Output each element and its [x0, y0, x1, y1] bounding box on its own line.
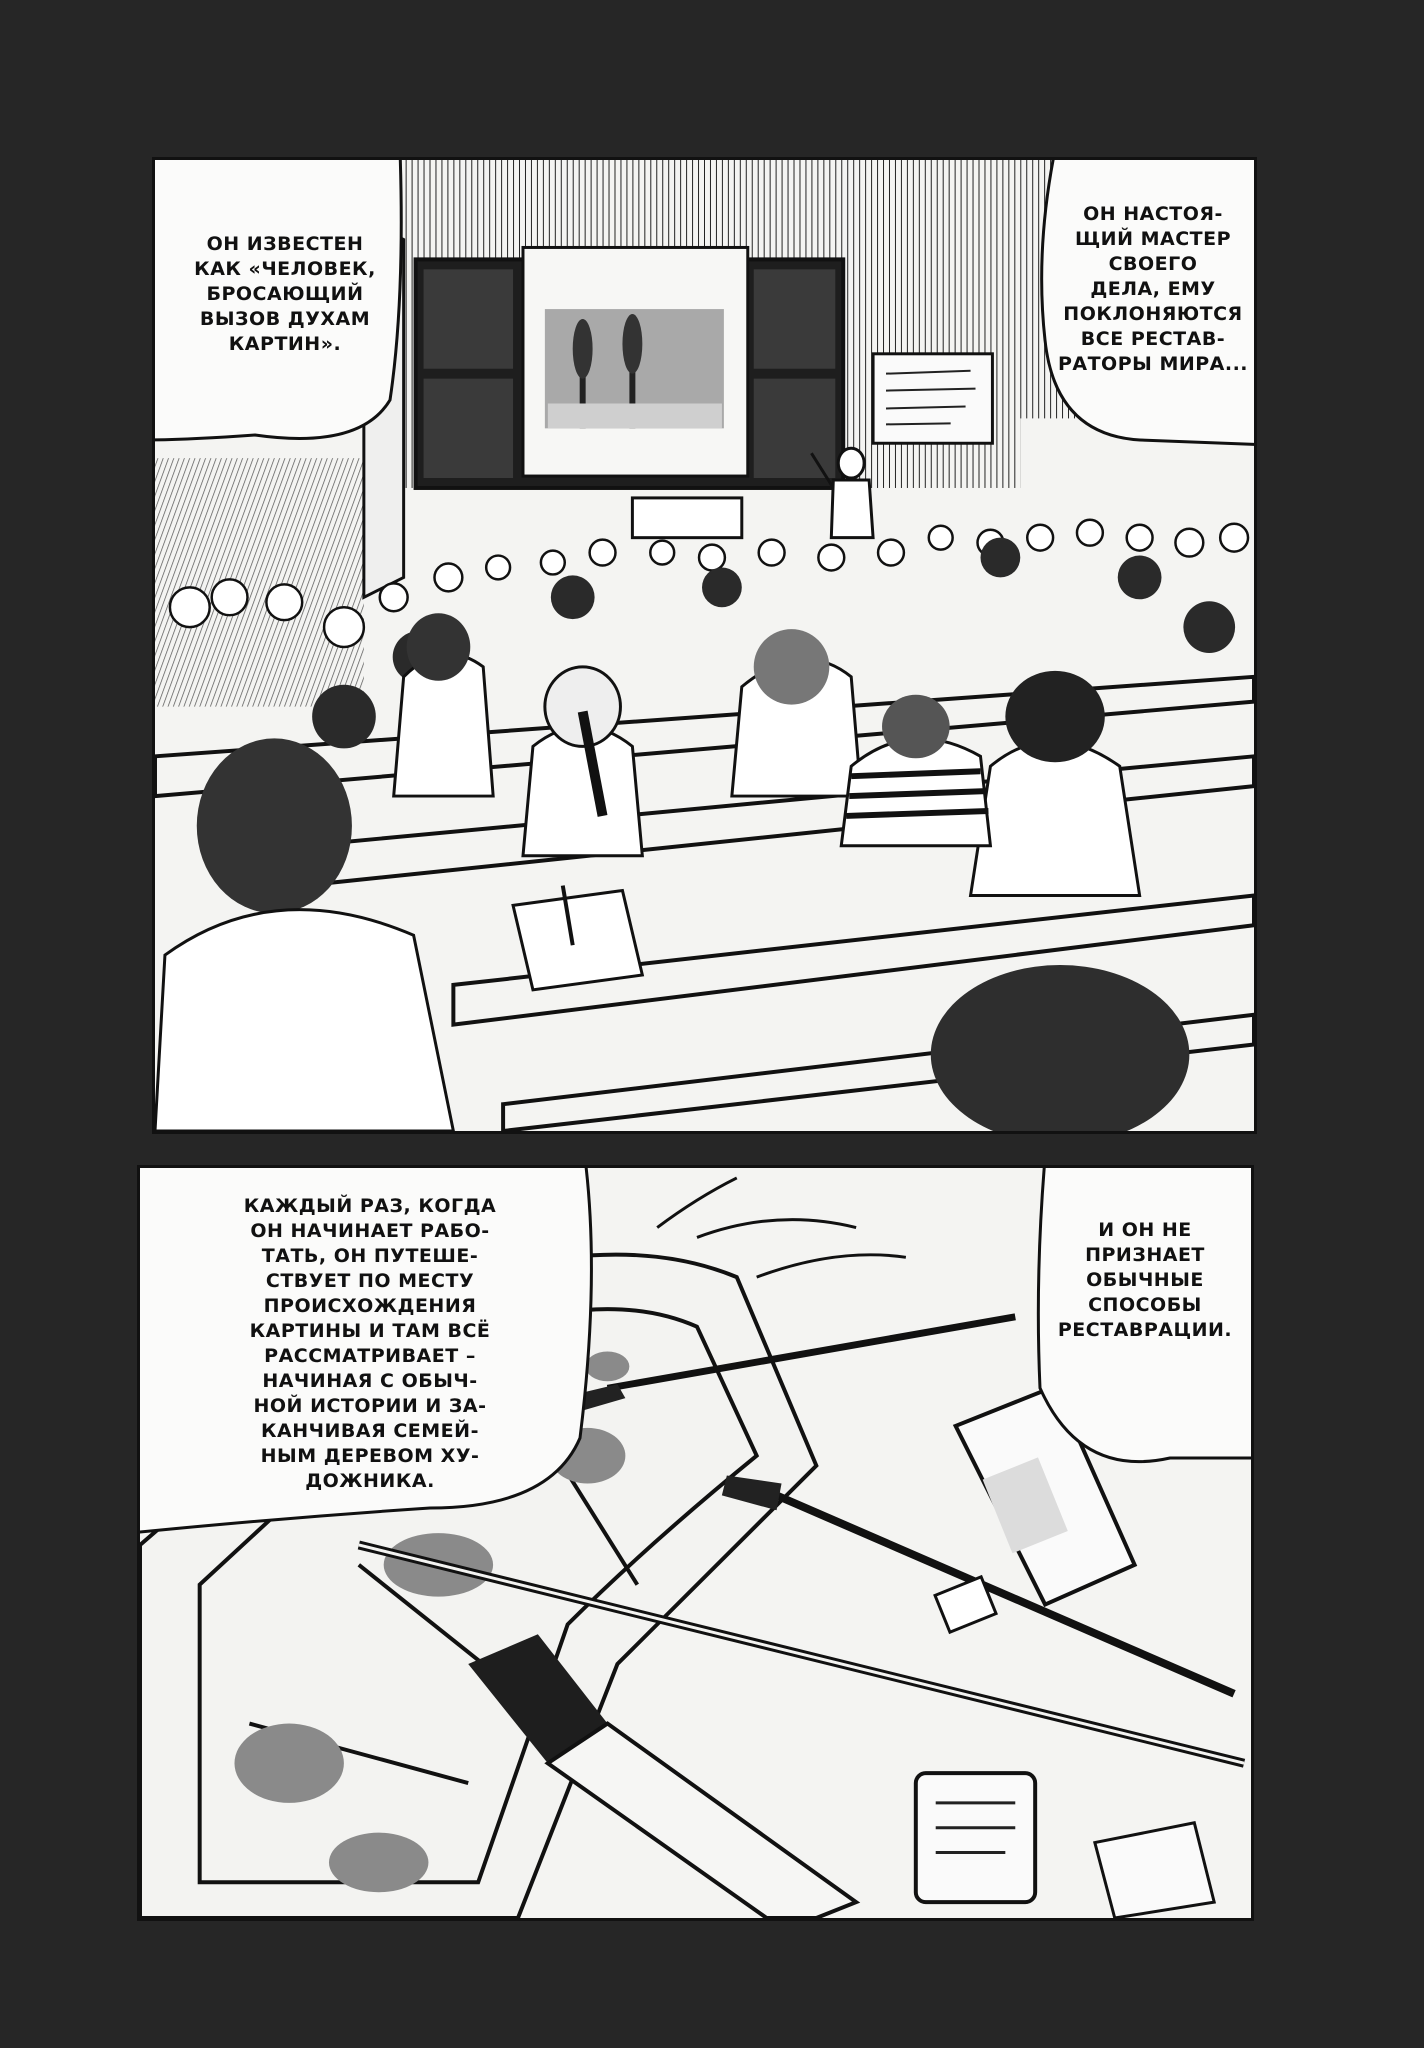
- caption-true-master: ОН НАСТОЯ- ЩИЙ МАСТЕР СВОЕГО ДЕЛА, ЕМУ ПОКЛОНЯЮТСЯ ВСЕ РЕСТАВ- РАТОРЫ МИРА...: [1057, 203, 1249, 375]
- caption-known-as: ОН ИЗВЕСТЕН КАК «ЧЕЛОВЕК, БРОСАЮЩИЙ ВЫЗОВ ДУХАМ КАРТИН».: [194, 233, 376, 355]
- panel-palette-brushes: [137, 1165, 1254, 1921]
- caption-each-time: КАЖДЫЙ РАЗ, КОГДА ОН НАЧИНАЕТ РАБО- ТАТЬ, ОН ПУТЕШЕ- СТВУЕТ ПО МЕСТУ ПРОИСХОЖДЕНИЯ КАРТИНЫ И ТАМ ВСЁ РАССМАТРИВАЕТ – НАЧИНАЯ С ОБЫЧ- НОЙ ИСТОРИИ И ЗА- КАНЧИВАЯ СЕМЕЙ- НЫМ ДЕРЕВОМ ХУ- ДОЖНИКА.: [243, 1195, 497, 1492]
- caption-does-not-accept: И ОН НЕ ПРИЗНАЕТ ОБЫЧНЫЕ СПОСОБЫ РЕСТАВРАЦИИ.: [1057, 1219, 1233, 1341]
- panel-lecture-hall: [152, 157, 1257, 1134]
